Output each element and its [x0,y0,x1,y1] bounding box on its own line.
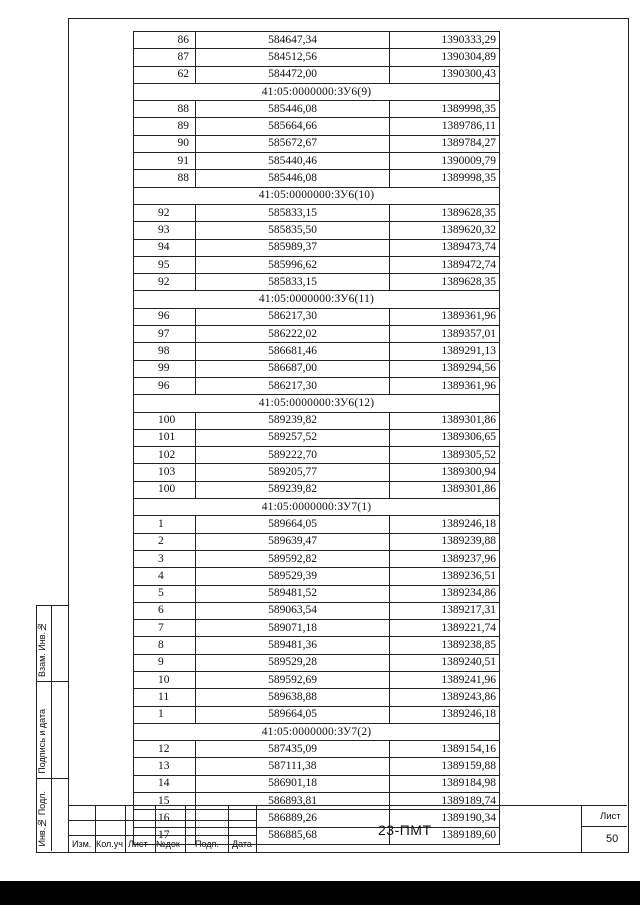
table-row [134,308,500,325]
coord-y: 1389291,13 [390,343,500,360]
coord-y: 1389239,88 [390,533,500,550]
coord-x: 585446,08 [196,170,390,187]
sheet-number: 50 [606,833,619,845]
coord-x: 585672,67 [196,135,390,152]
parcel-header-row [134,395,500,412]
point-number: 62 [134,66,196,83]
stamp-data: Дата [232,839,252,849]
point-number: 92 [134,274,196,291]
table-row [134,637,500,654]
coord-y: 1389246,18 [390,706,500,723]
point-number: 103 [134,464,196,481]
coord-y: 1390304,89 [390,49,500,66]
point-number: 92 [134,204,196,221]
coord-y: 1389786,11 [390,118,500,135]
coord-x: 585664,66 [196,118,390,135]
point-number: 96 [134,377,196,394]
point-number: 97 [134,326,196,343]
parcel-header-row [134,83,500,100]
table-row [134,204,500,221]
coord-y: 1389154,16 [390,741,500,758]
coord-y: 1389241,96 [390,671,500,688]
coord-x: 587435,09 [196,741,390,758]
coord-y: 1389998,35 [390,170,500,187]
coord-y: 1389305,52 [390,447,500,464]
side-stamp [36,605,69,853]
point-number: 13 [134,758,196,775]
coord-y: 1389184,98 [390,775,500,792]
point-number: 12 [134,741,196,758]
table-row [134,343,500,360]
coord-y: 1389221,74 [390,620,500,637]
table-row [134,32,500,49]
coord-x: 586217,30 [196,377,390,394]
coord-y: 1389246,18 [390,516,500,533]
point-number: 89 [134,118,196,135]
table-row [134,706,500,723]
stamp-kol: Кол.уч [96,839,123,849]
point-number: 6 [134,602,196,619]
coord-y: 1389301,86 [390,481,500,498]
coord-x: 589063,54 [196,602,390,619]
table-row [134,533,500,550]
coord-x: 589664,05 [196,706,390,723]
point-number: 7 [134,620,196,637]
point-number: 9 [134,654,196,671]
coord-x: 585833,15 [196,204,390,221]
point-number: 102 [134,447,196,464]
table-row [134,153,500,170]
point-number: 1 [134,706,196,723]
table-row [134,775,500,792]
coord-y: 1389620,32 [390,222,500,239]
side-cell-inv [37,778,69,851]
parcel-id: 41:05:0000000:ЗУ6(11) [134,291,500,308]
coord-x: 589481,36 [196,637,390,654]
point-number: 8 [134,637,196,654]
coord-y: 1389240,51 [390,654,500,671]
parcel-header-row [134,723,500,740]
point-number: 15 [134,793,196,810]
table-row [134,66,500,83]
point-number: 5 [134,585,196,602]
table-row [134,585,500,602]
point-number: 95 [134,256,196,273]
table-row [134,447,500,464]
table-row [134,239,500,256]
coord-x: 584647,34 [196,32,390,49]
coordinates-table [133,31,500,845]
coord-x: 585989,37 [196,239,390,256]
coord-x: 586901,18 [196,775,390,792]
side-label-vzam: Взам. Инв.№ [37,621,47,677]
coord-y: 1389294,56 [390,360,500,377]
point-number: 87 [134,49,196,66]
coord-x: 589529,28 [196,654,390,671]
coord-x: 586687,00 [196,360,390,377]
table-row [134,49,500,66]
table-row [134,412,500,429]
point-number: 2 [134,533,196,550]
parcel-id: 41:05:0000000:ЗУ6(9) [134,83,500,100]
point-number: 100 [134,481,196,498]
coord-x: 589638,88 [196,689,390,706]
stamp-podp: Подп. [195,839,219,849]
table-row [134,741,500,758]
coord-x: 586889,26 [196,810,390,827]
coord-x: 586893,81 [196,793,390,810]
point-number: 4 [134,568,196,585]
title-block [68,805,627,852]
document-code: 23-ПМТ [378,822,432,838]
coord-y: 1389628,35 [390,204,500,221]
table-row [134,135,500,152]
point-number: 16 [134,810,196,827]
coord-x: 589239,82 [196,481,390,498]
coord-x: 586222,02 [196,326,390,343]
stamp-list: Лист [128,839,148,849]
table-row [134,377,500,394]
coord-y: 1389190,34 [390,810,500,827]
table-row [134,429,500,446]
coord-y: 1389234,86 [390,585,500,602]
table-row [134,326,500,343]
table-row [134,274,500,291]
table-row [134,360,500,377]
coord-y: 1389238,85 [390,637,500,654]
point-number: 99 [134,360,196,377]
coord-y: 1389357,01 [390,326,500,343]
coord-x: 589592,69 [196,671,390,688]
coord-x: 589664,05 [196,516,390,533]
coord-x: 585446,08 [196,101,390,118]
coord-y: 1389236,51 [390,568,500,585]
table-row [134,118,500,135]
point-number: 14 [134,775,196,792]
coord-y: 1389472,74 [390,256,500,273]
coord-x: 585996,62 [196,256,390,273]
coord-x: 589205,77 [196,464,390,481]
point-number: 90 [134,135,196,152]
point-number: 100 [134,412,196,429]
stamp-ndok: №док [156,839,180,849]
point-number: 96 [134,308,196,325]
coord-x: 589592,82 [196,550,390,567]
coord-x: 589481,52 [196,585,390,602]
coord-x: 584472,00 [196,66,390,83]
coord-y: 1389473,74 [390,239,500,256]
point-number: 10 [134,671,196,688]
coord-y: 1389361,96 [390,377,500,394]
coord-y: 1389189,74 [390,793,500,810]
coord-x: 589071,18 [196,620,390,637]
coord-x: 586217,30 [196,308,390,325]
point-number: 94 [134,239,196,256]
point-number: 93 [134,222,196,239]
side-cell-vzam [37,606,69,682]
coord-x: 589639,47 [196,533,390,550]
point-number: 86 [134,32,196,49]
table-row [134,689,500,706]
coord-y: 1389300,94 [390,464,500,481]
coord-x: 586885,68 [196,827,390,844]
coord-x: 589239,82 [196,412,390,429]
parcel-id: 41:05:0000000:ЗУ7(1) [134,499,500,516]
coord-y: 1390300,43 [390,66,500,83]
coord-x: 589257,52 [196,429,390,446]
table-row [134,654,500,671]
coord-x: 585440,46 [196,153,390,170]
coord-x: 585833,15 [196,274,390,291]
coord-x: 587111,38 [196,758,390,775]
point-number: 11 [134,689,196,706]
coord-y: 1389784,27 [390,135,500,152]
point-number: 17 [134,827,196,844]
point-number: 98 [134,343,196,360]
side-label-podpis: Подпись и дата [37,709,47,774]
coord-x: 584512,56 [196,49,390,66]
table-row [134,101,500,118]
point-number: 88 [134,170,196,187]
coord-x: 589222,70 [196,447,390,464]
coord-y: 1389361,96 [390,308,500,325]
point-number: 3 [134,550,196,567]
table-row [134,170,500,187]
coord-x: 589529,39 [196,568,390,585]
coord-y: 1389628,35 [390,274,500,291]
table-row [134,758,500,775]
stamp-izm: Изм. [72,839,92,849]
point-number: 88 [134,101,196,118]
side-cell-podpis [37,681,69,779]
table-row [134,620,500,637]
coord-y: 1389217,31 [390,602,500,619]
parcel-id: 41:05:0000000:ЗУ6(10) [134,187,500,204]
table-row [134,550,500,567]
parcel-header-row [134,291,500,308]
parcel-id: 41:05:0000000:ЗУ6(12) [134,395,500,412]
coord-y: 1390009,79 [390,153,500,170]
point-number: 91 [134,153,196,170]
coord-y: 1389237,96 [390,550,500,567]
point-number: 101 [134,429,196,446]
coord-x: 585835,50 [196,222,390,239]
coord-y: 1389243,86 [390,689,500,706]
coord-y: 1389189,60 [390,827,500,844]
parcel-header-row [134,187,500,204]
coord-y: 1389159,88 [390,758,500,775]
coord-y: 1389301,86 [390,412,500,429]
coord-y: 1389306,65 [390,429,500,446]
table-row [134,671,500,688]
sheet-label: Лист [600,811,621,822]
point-number: 1 [134,516,196,533]
table-row [134,602,500,619]
scan-bottom-bar [0,881,640,905]
table-row [134,568,500,585]
table-row [134,256,500,273]
table-row [134,481,500,498]
parcel-header-row [134,499,500,516]
coord-y: 1389998,35 [390,101,500,118]
parcel-id: 41:05:0000000:ЗУ7(2) [134,723,500,740]
table-row [134,464,500,481]
table-row [134,516,500,533]
coord-y: 1390333,29 [390,32,500,49]
table-row [134,222,500,239]
coord-x: 586681,46 [196,343,390,360]
side-label-inv: Инв.№ Подл. [37,791,47,847]
